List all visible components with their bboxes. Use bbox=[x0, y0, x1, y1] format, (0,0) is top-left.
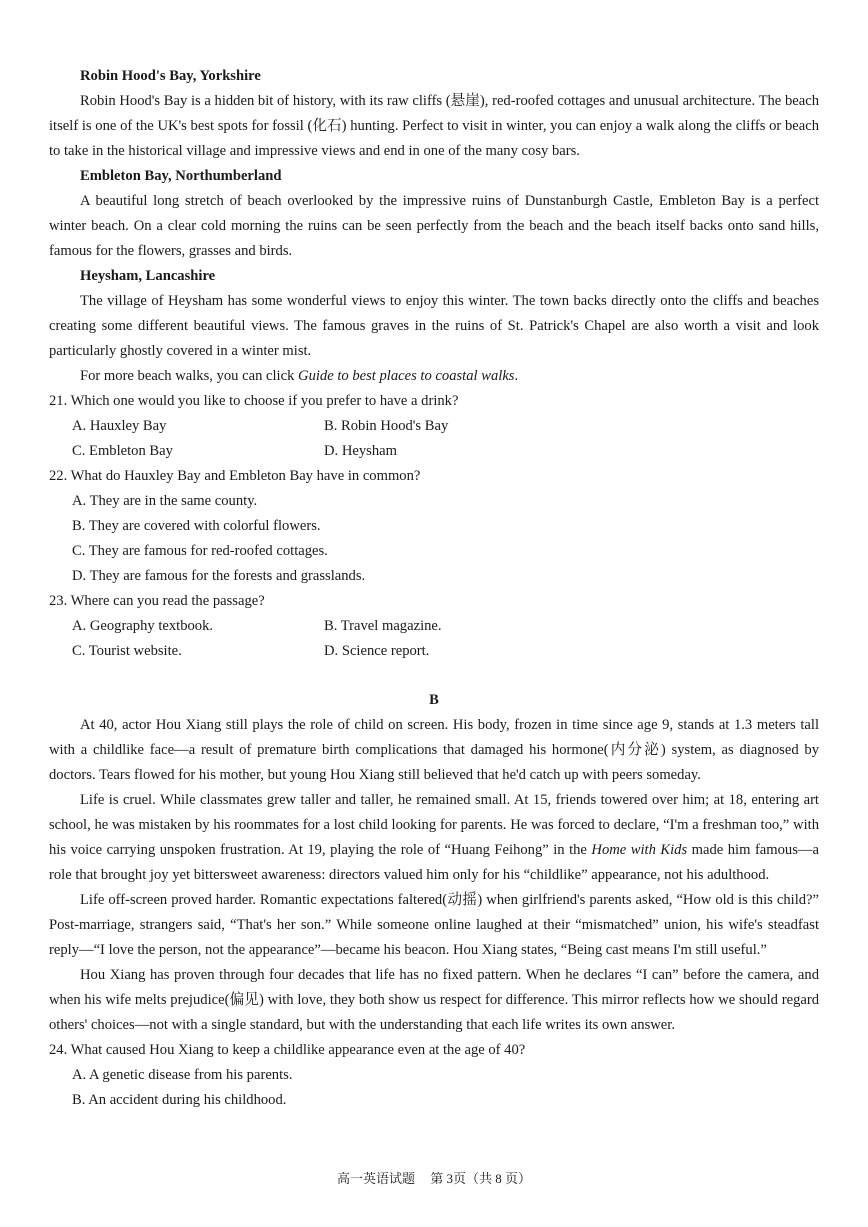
question-21-options-row-1 bbox=[49, 414, 819, 439]
closing-line bbox=[49, 364, 819, 389]
coastal-walks-link[interactable]: Guide to best places to coastal walks bbox=[298, 368, 515, 384]
question-21-options-row-2 bbox=[49, 439, 819, 464]
section-heading-robin-hoods-bay: Robin Hood's Bay, Yorkshire bbox=[80, 68, 261, 84]
exam-page bbox=[49, 64, 819, 1113]
question-23: 23. Where can you read the passage? bbox=[49, 593, 265, 609]
passage-b-paragraph-2 bbox=[49, 788, 819, 888]
option-23-c[interactable]: C. Tourist website. bbox=[72, 643, 182, 659]
section-body-embleton-bay: A beautiful long stretch of beach overlooked by the impressive ruins of Dunstanburgh Castle, Embleton Bay is a perfect winter beach. On a clear cold morning the ruins can be seen perfectly from the beach and the beach itself backs onto sand hills, famous for the flowers, grasses and birds. bbox=[49, 193, 819, 259]
option-21-a[interactable]: A. Hauxley Bay bbox=[72, 418, 167, 434]
closing-suffix: . bbox=[514, 368, 519, 384]
question-23-options-row-2 bbox=[49, 639, 819, 664]
option-23-d[interactable]: D. Science report. bbox=[324, 643, 430, 659]
passage-b-paragraph-3: Life off-screen proved harder. Romantic expectations faltered(动摇) when girlfriend's parents asked, “How old is this child?” Post-marriage, strangers said, “That's her son.” While someone online laughed at their “mismatched” union, his wife's steadfast reply—“I love the person, not the appearance”—became his beacon. Hou Xiang states, “Being cast means I'm still useful.” bbox=[49, 892, 819, 958]
option-22-b[interactable]: B. They are covered with colorful flowers. bbox=[72, 518, 321, 534]
option-21-d[interactable]: D. Heysham bbox=[324, 443, 397, 459]
option-21-c[interactable]: C. Embleton Bay bbox=[72, 443, 173, 459]
section-heading-embleton-bay: Embleton Bay, Northumberland bbox=[80, 168, 282, 184]
footer-page-number: 第 3页（共 8 页） bbox=[430, 1171, 532, 1186]
section-heading-heysham: Heysham, Lancashire bbox=[80, 268, 216, 284]
paragraph-2-part-1: Life is cruel. While classmates grew taller and taller, he remained small. At 15, friends towered over him; at 18, entering art school, he was mistaken by his roommates for a lost child looking for parents. He was forced to declare, “I'm a freshman too,” with his voice carrying unspoken frustration. At 19, playing the role of “Huang Feihong” in the bbox=[49, 792, 819, 858]
section-body-heysham: The village of Heysham has some wonderful views to enjoy this winter. The town backs directly onto the cliffs and beaches creating some different beautiful views. The famous graves in the ruins of St. Patrick's Chapel are also worth a visit and look particularly ghostly covered in a winter mist. bbox=[49, 293, 819, 359]
show-title: Home with Kids bbox=[591, 842, 688, 858]
paragraph-2-part-2: made him famous—a role that brought joy yet bittersweet awareness: directors valued him only for his “childlike” appearance, not his adulthood. bbox=[49, 842, 819, 883]
section-body-robin-hoods-bay: Robin Hood's Bay is a hidden bit of history, with its raw cliffs (悬崖), red-roofed cottages and unusual architecture. The beach itself is one of the UK's best spots for fossil (化石) hunting. Perfect to visit in winter, you can enjoy a walk along the cliffs or beach to take in the historical village and impressive views and end in one of the many cosy bars. bbox=[49, 93, 819, 159]
option-23-a[interactable]: A. Geography textbook. bbox=[72, 618, 214, 634]
question-23-options-row-1 bbox=[49, 614, 819, 639]
question-24: 24. What caused Hou Xiang to keep a childlike appearance even at the age of 40? bbox=[49, 1042, 526, 1058]
option-22-c[interactable]: C. They are famous for red-roofed cottages. bbox=[72, 543, 328, 559]
option-22-d[interactable]: D. They are famous for the forests and grasslands. bbox=[72, 568, 366, 584]
passage-b-paragraph-1: At 40, actor Hou Xiang still plays the role of child on screen. His body, frozen in time since age 9, stands at 1.3 meters tall with a childlike face—a result of premature birth complications that damaged his hormone(内分泌) system, as diagnosed by doctors. Tears flowed for his mother, but young Hou Xiang still believed that he'd catch up with peers someday. bbox=[49, 717, 819, 783]
option-24-a[interactable]: A. A genetic disease from his parents. bbox=[72, 1067, 293, 1083]
page-footer bbox=[0, 1168, 868, 1187]
question-22: 22. What do Hauxley Bay and Embleton Bay have in common? bbox=[49, 468, 421, 484]
question-21: 21. Which one would you like to choose if you prefer to have a drink? bbox=[49, 393, 459, 409]
option-23-b[interactable]: B. Travel magazine. bbox=[324, 618, 442, 634]
option-22-a[interactable]: A. They are in the same county. bbox=[72, 493, 258, 509]
option-24-b[interactable]: B. An accident during his childhood. bbox=[72, 1092, 287, 1108]
section-b-label: B bbox=[429, 692, 439, 708]
passage-b-paragraph-4: Hou Xiang has proven through four decades that life has no fixed pattern. When he declares “I can” before the camera, and when his wife melts prejudice(偏见) with love, they both show us respect for difference. This mirror reflects how we should regard others' choices—not with a single standard, but with the understanding that each life writes its own answer. bbox=[49, 967, 819, 1033]
option-21-b[interactable]: B. Robin Hood's Bay bbox=[324, 418, 449, 434]
footer-exam-title: 高一英语试题 bbox=[336, 1171, 415, 1186]
closing-prefix: For more beach walks, you can click bbox=[80, 368, 299, 384]
